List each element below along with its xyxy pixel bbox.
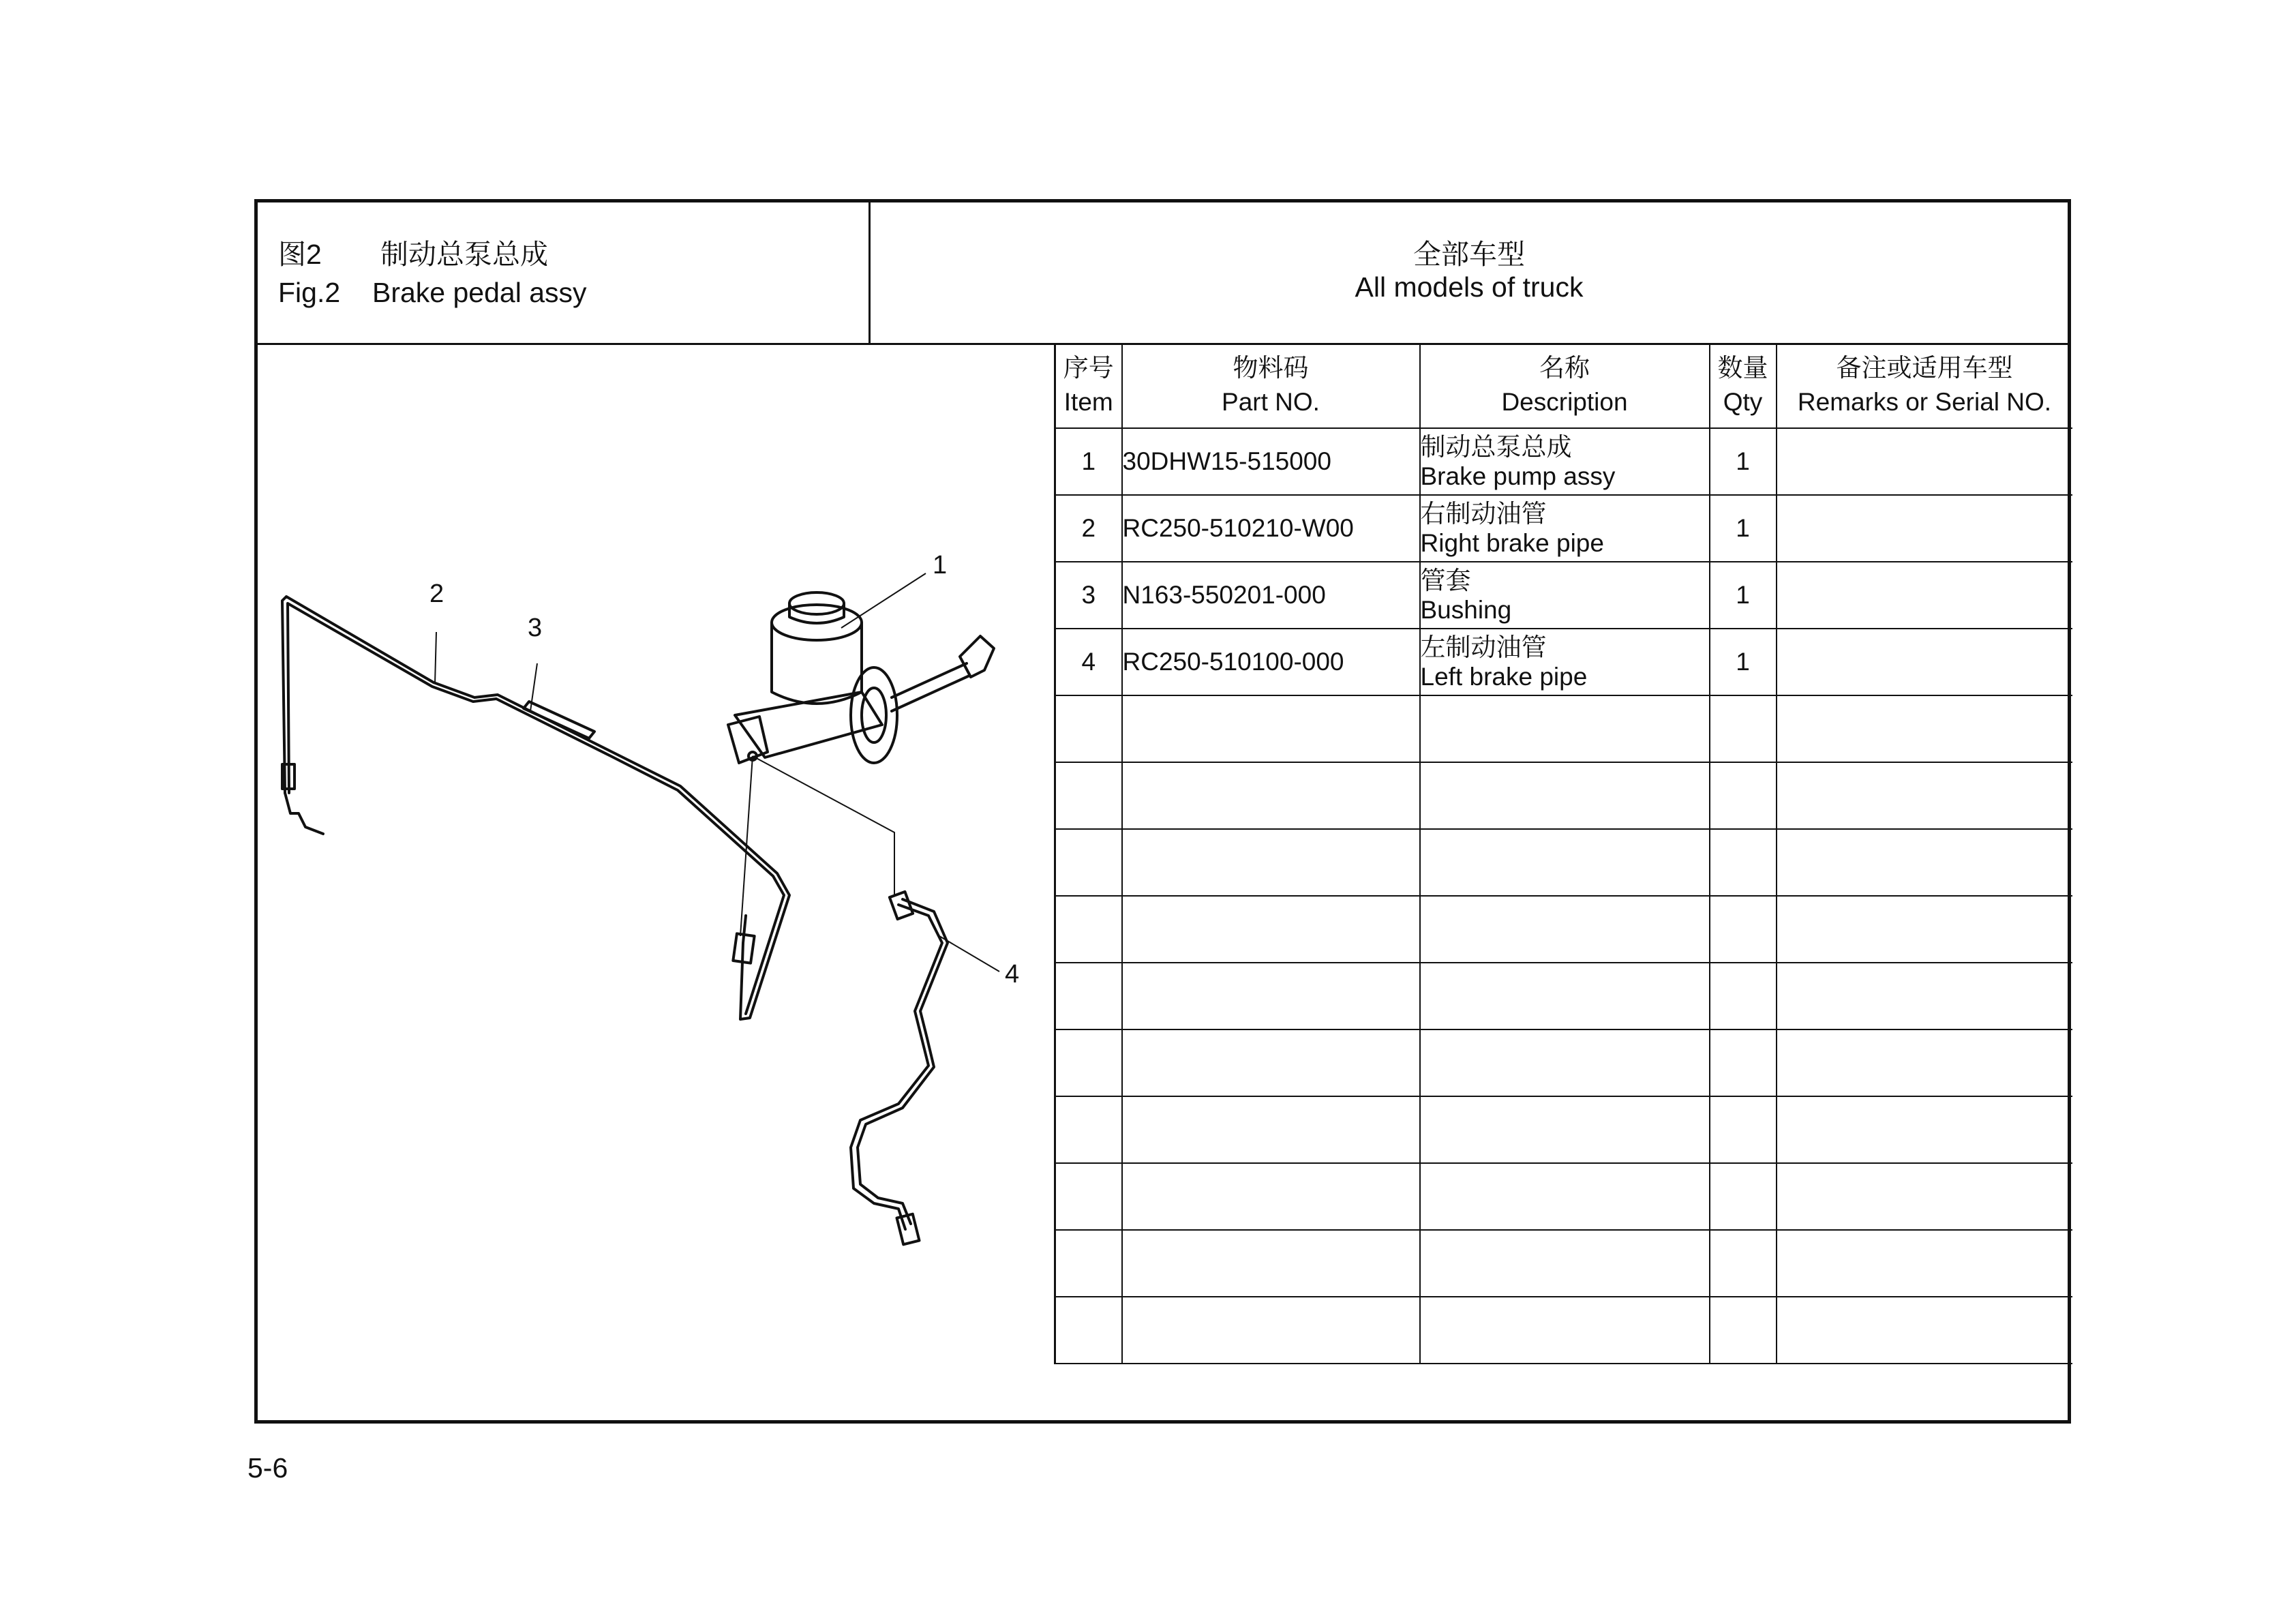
description-cell: 管套 Bushing (1420, 562, 1710, 629)
item-cell: 3 (1055, 562, 1122, 629)
exploded-drawing (258, 343, 1054, 1420)
description-cell: 右制动油管 Right brake pipe (1420, 495, 1710, 562)
cylinder-body (735, 692, 882, 757)
callout-4: 4 (1005, 960, 1020, 989)
pipe-end-left (285, 793, 323, 834)
description-cell: 制动总泵总成 Brake pump assy (1420, 428, 1710, 495)
figure-title-zh (278, 238, 548, 271)
qty-cell: 1 (1710, 428, 1777, 495)
col-item: 序号 Item (1055, 343, 1122, 428)
empty-table-row (1055, 1029, 2072, 1096)
figure-title-zh-text: 制动总泵总成 (380, 239, 548, 270)
callout-1: 1 (933, 551, 948, 580)
left-brake-pipe-inner (858, 899, 948, 1224)
callout-3: 3 (528, 614, 543, 642)
empty-table-row (1055, 762, 2072, 829)
leader-2 (435, 632, 436, 684)
item-cell: 4 (1055, 629, 1122, 695)
figure-title-en (278, 276, 587, 309)
empty-table-row (1055, 963, 2072, 1029)
brake-assembly-drawing (258, 343, 1054, 1424)
right-brake-pipe (282, 597, 789, 1019)
remarks-cell (1777, 629, 2072, 695)
right-brake-pipe-inner (288, 603, 784, 1014)
mount-flange (851, 667, 897, 763)
models-zh: 全部车型 (1413, 239, 1525, 270)
table-row (1055, 629, 2072, 695)
col-part-no: 物料码 Part NO. (1122, 343, 1420, 428)
empty-table-row (1055, 695, 2072, 762)
qty-cell: 1 (1710, 562, 1777, 629)
figure-number-zh: 图2 (278, 239, 322, 270)
page-number: 5-6 (247, 1452, 288, 1484)
callout-2: 2 (429, 580, 444, 608)
empty-table-row (1055, 1163, 2072, 1230)
push-rod (892, 663, 969, 711)
figure-title-en-text: Brake pedal assy (372, 277, 587, 308)
remarks-cell (1777, 495, 2072, 562)
col-description: 名称 Description (1420, 343, 1710, 428)
empty-table-row (1055, 1096, 2072, 1163)
part-no-cell: RC250-510100-000 (1122, 629, 1420, 695)
leader-4 (939, 936, 999, 972)
figure-title-block (258, 202, 871, 343)
col-remarks: 备注或适用车型 Remarks or Serial NO. (1777, 343, 2072, 428)
empty-table-row (1055, 896, 2072, 963)
left-brake-pipe (851, 905, 942, 1229)
empty-table-row (1055, 1297, 2072, 1364)
empty-table-row (1055, 829, 2072, 896)
parts-page-frame (254, 199, 2071, 1424)
parts-table (1054, 343, 2072, 1364)
qty-cell: 1 (1710, 495, 1777, 562)
leader-1 (841, 573, 926, 628)
page-header (258, 202, 2068, 345)
item-cell: 1 (1055, 428, 1122, 495)
empty-table-row (1055, 1230, 2072, 1297)
table-row (1055, 495, 2072, 562)
part-no-cell: N163-550201-000 (1122, 562, 1420, 629)
models-en: All models of truck (1355, 271, 1584, 303)
bushing (524, 702, 594, 738)
clevis (960, 636, 994, 677)
leader-2b (740, 756, 753, 936)
mount-flange-inner (862, 688, 886, 742)
figure-number-en: Fig.2 (278, 277, 341, 308)
remarks-cell (1777, 428, 2072, 495)
table-header-row (1055, 343, 2072, 428)
table-row (1055, 428, 2072, 495)
col-qty: 数量 Qty (1710, 343, 1777, 428)
description-cell: 左制动油管 Left brake pipe (1420, 629, 1710, 695)
qty-cell: 1 (1710, 629, 1777, 695)
models-block (871, 202, 2068, 343)
remarks-cell (1777, 562, 2072, 629)
part-no-cell: RC250-510210-W00 (1122, 495, 1420, 562)
item-cell: 2 (1055, 495, 1122, 562)
table-row (1055, 562, 2072, 629)
part-no-cell: 30DHW15-515000 (1122, 428, 1420, 495)
